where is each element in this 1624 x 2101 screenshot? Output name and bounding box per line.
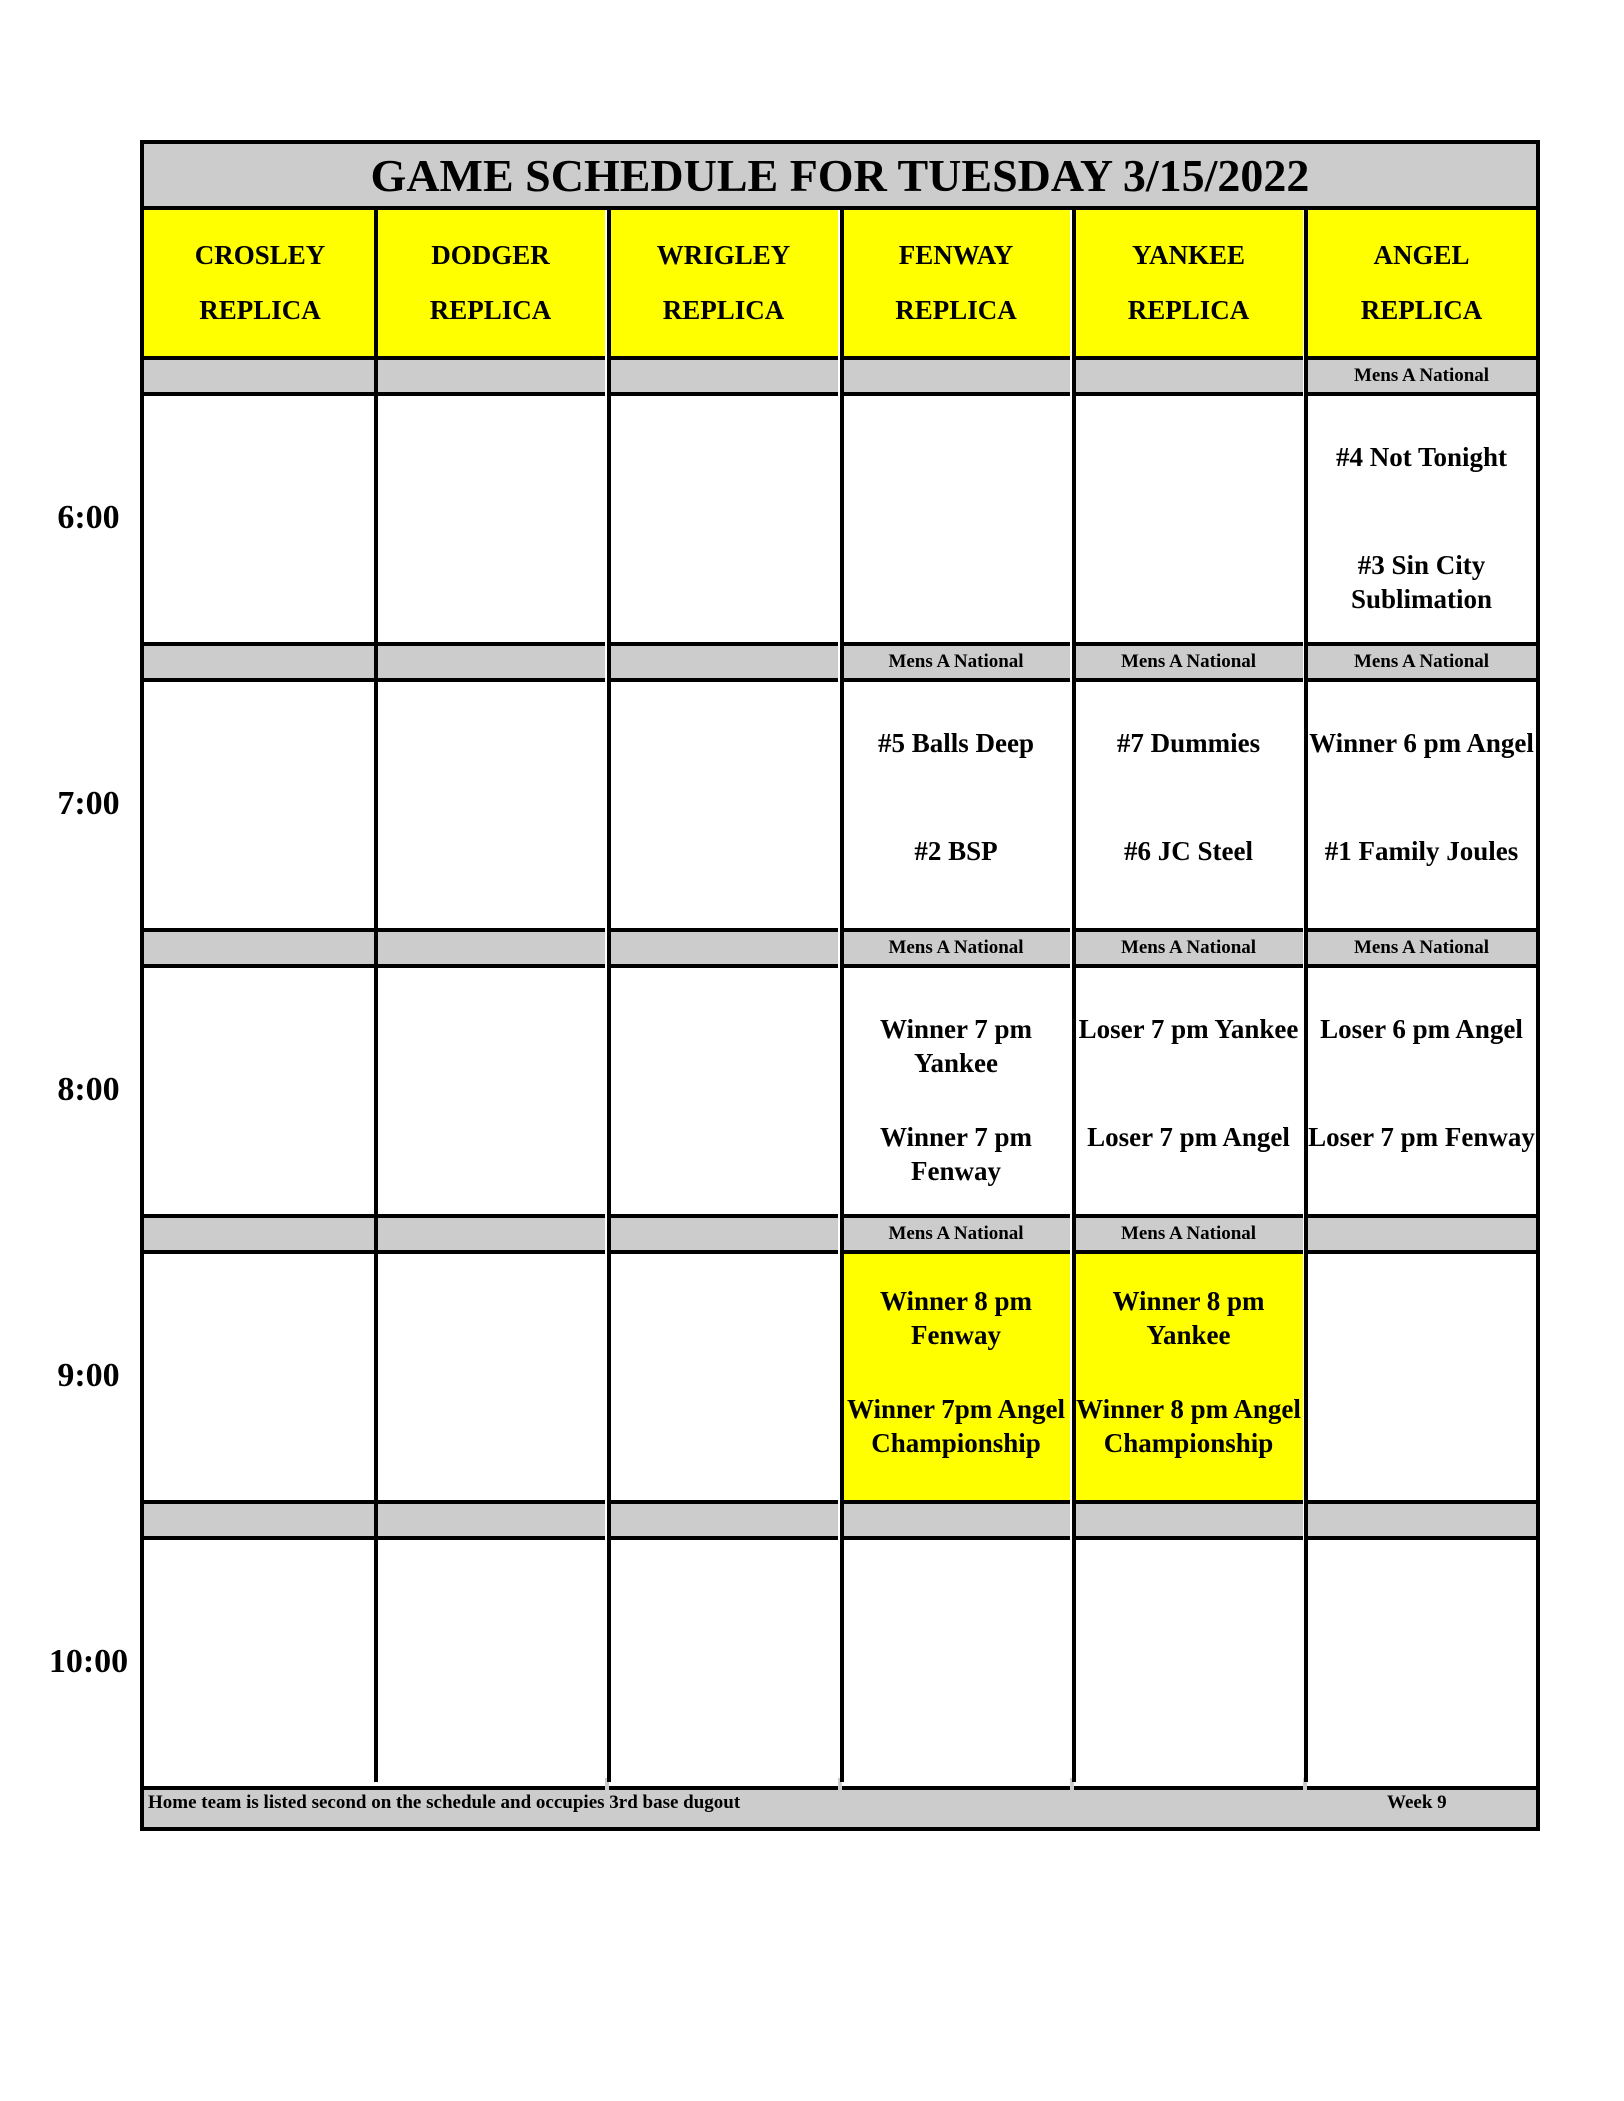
field-subtitle: REPLICA	[1360, 295, 1483, 325]
game-cell	[144, 968, 376, 1218]
field-name: WRIGLEY	[656, 240, 791, 270]
division-label	[144, 1504, 376, 1540]
game-cell	[376, 682, 605, 932]
home-team: #1 Family Joules	[1324, 836, 1519, 866]
game-cell	[842, 968, 1070, 1218]
division-label	[376, 1504, 605, 1540]
field-name: YANKEE	[1131, 240, 1246, 270]
division-label	[376, 1218, 605, 1254]
home-team: #2 BSP	[914, 836, 998, 866]
footer-note: Home team is listed second on the schedule and occupies 3rd base dugout	[148, 1792, 741, 1813]
game-cell	[1074, 968, 1303, 1218]
home-team: Winner 7 pm Fenway	[879, 1122, 1033, 1186]
away-team: #4 Not Tonight	[1335, 442, 1508, 472]
column-divider	[840, 210, 844, 1782]
field-header-yankee	[1074, 210, 1303, 360]
division-label: Mens A National	[1074, 932, 1303, 968]
division-label	[1307, 1218, 1536, 1254]
game-cell	[609, 396, 838, 646]
field-subtitle: REPLICA	[429, 295, 552, 325]
game-cell	[144, 1254, 376, 1504]
game-cell	[376, 1254, 605, 1504]
schedule-table	[140, 140, 1540, 1831]
division-label	[144, 646, 376, 682]
game-cell	[1307, 1254, 1536, 1504]
game-cell	[1307, 968, 1536, 1218]
division-label: Mens A National	[1074, 646, 1303, 682]
away-team: Winner 6 pm Angel	[1309, 728, 1534, 758]
game-cell	[1074, 1540, 1303, 1790]
game-cell	[842, 1254, 1070, 1504]
division-label	[376, 646, 605, 682]
game-cell	[144, 682, 376, 932]
away-team: Loser 6 pm Angel	[1320, 1014, 1523, 1044]
game-cell	[842, 1540, 1070, 1790]
game-cell	[1074, 396, 1303, 646]
game-cell	[609, 968, 838, 1218]
game-cell	[1307, 682, 1536, 932]
field-header-crosley	[144, 210, 376, 360]
home-team: Loser 7 pm Fenway	[1308, 1122, 1535, 1152]
column-divider	[1072, 210, 1076, 1782]
game-cell	[842, 396, 1070, 646]
away-team: #7 Dummies	[1116, 728, 1261, 758]
division-label	[609, 646, 838, 682]
division-label: Mens A National	[842, 1218, 1070, 1254]
division-label	[609, 932, 838, 968]
game-cell	[376, 396, 605, 646]
division-label	[376, 932, 605, 968]
division-label	[1307, 1504, 1536, 1540]
division-label: Mens A National	[842, 646, 1070, 682]
field-subtitle: REPLICA	[1127, 295, 1250, 325]
time-label: 10:00	[48, 1643, 129, 1680]
home-team: Winner 7pm Angel Championship	[846, 1394, 1066, 1458]
division-label	[609, 1504, 838, 1540]
game-cell	[376, 968, 605, 1218]
game-cell	[609, 1254, 838, 1504]
division-label	[1074, 360, 1303, 396]
division-label: Mens A National	[842, 932, 1070, 968]
column-divider	[374, 210, 378, 1782]
division-label: Mens A National	[1307, 646, 1536, 682]
time-label: 9:00	[57, 1357, 120, 1394]
field-name: ANGEL	[1373, 240, 1470, 270]
column-divider	[1304, 210, 1308, 1782]
week-label: Week 9	[1387, 1792, 1447, 1813]
home-team: Loser 7 pm Angel	[1087, 1122, 1290, 1152]
away-team: Winner 7 pm Yankee	[879, 1014, 1033, 1078]
game-cell	[1074, 1254, 1303, 1504]
division-label: Mens A National	[1074, 1218, 1303, 1254]
field-subtitle: REPLICA	[895, 295, 1017, 325]
division-label	[144, 1218, 376, 1254]
division-label: Mens A National	[1307, 932, 1536, 968]
game-cell	[1307, 396, 1536, 646]
game-cell	[842, 682, 1070, 932]
field-header-angel	[1307, 210, 1536, 360]
game-cell	[376, 1540, 605, 1790]
home-team: #6 JC Steel	[1124, 836, 1253, 866]
field-subtitle: REPLICA	[662, 295, 785, 325]
division-label	[1074, 1504, 1303, 1540]
home-team: #3 Sin City Sublimation	[1350, 550, 1493, 614]
time-label: 7:00	[57, 785, 120, 822]
division-label	[144, 932, 376, 968]
field-name: FENWAY	[898, 240, 1014, 270]
field-header-dodger	[376, 210, 605, 360]
field-name: CROSLEY	[194, 240, 326, 270]
away-team: Loser 7 pm Yankee	[1078, 1014, 1299, 1044]
time-label: 8:00	[57, 1071, 120, 1108]
field-subtitle: REPLICA	[199, 295, 321, 325]
away-team: Winner 8 pm Fenway	[879, 1286, 1033, 1350]
game-cell	[1307, 1540, 1536, 1790]
game-cell	[1074, 682, 1303, 932]
away-team: Winner 8 pm Yankee	[1112, 1286, 1265, 1350]
division-label	[144, 360, 376, 396]
division-label	[376, 360, 605, 396]
division-label: Mens A National	[1307, 360, 1536, 396]
home-team: Winner 8 pm Angel Championship	[1076, 1394, 1301, 1458]
game-cell	[609, 682, 838, 932]
field-header-fenway	[842, 210, 1070, 360]
field-header-wrigley	[609, 210, 838, 360]
time-label: 6:00	[57, 499, 120, 536]
division-label	[609, 360, 838, 396]
game-cell	[609, 1540, 838, 1790]
division-label	[842, 360, 1070, 396]
division-label	[609, 1218, 838, 1254]
column-divider	[607, 210, 611, 1782]
field-name: DODGER	[431, 240, 550, 270]
division-label	[842, 1504, 1070, 1540]
game-cell	[144, 1540, 376, 1790]
page-title: GAME SCHEDULE FOR TUESDAY 3/15/2022	[144, 144, 1536, 210]
game-cell	[144, 396, 376, 646]
away-team: #5 Balls Deep	[877, 728, 1034, 758]
